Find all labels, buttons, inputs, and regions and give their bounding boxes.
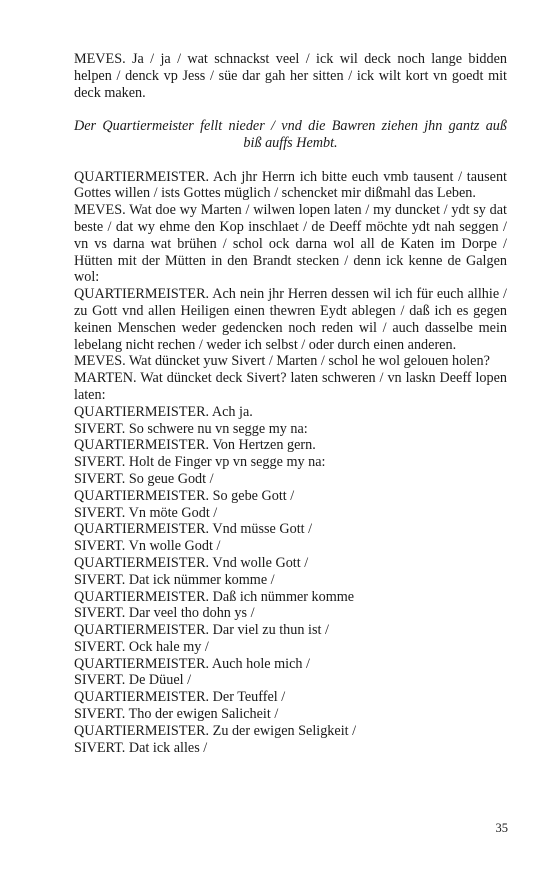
dialogue-paragraph: QUARTIERMEISTER. Ach nein jhr Herren dessen wil ich für euch allhie / zu Gott vnd allen Heiligen einen thewren Eydt ablegen / daß ich es gegen keinen Menschen weder gedencken noch reden wil / auch dasselbe mein lebelang nicht rechen / weder ich selbst / oder durch einen anderen. [74, 286, 507, 353]
dialogue-paragraph: QUARTIERMEISTER. Der Teuffel / [74, 689, 286, 706]
stage-direction-line: Der Quartiermeister fellt nieder / vnd die Bawren ziehen jhn gantz auß [74, 118, 507, 135]
dialogue-paragraph: SIVERT. Dat ick alles / [74, 739, 208, 756]
dialogue-paragraph: QUARTIERMEISTER. Dar viel zu thun ist / [74, 622, 329, 639]
dialogue-paragraph: SIVERT. So geue Godt / [74, 470, 214, 487]
dialogue-paragraph: SIVERT. Dat ick nümmer komme / [74, 571, 275, 588]
dialogue-paragraph: QUARTIERMEISTER. Ach ja. [74, 403, 253, 420]
dialogue-paragraph: SIVERT. De Düuel / [74, 672, 192, 689]
dialogue-paragraph: QUARTIERMEISTER. Zu der ewigen Seligkeit / [74, 722, 357, 739]
page-number: 35 [495, 821, 508, 835]
dialogue-paragraph: QUARTIERMEISTER. Ach jhr Herrn ich bitte euch vmb tausent / tausent Gottes willen / ists Gottes müglich / schencket mir dißmahl das Leben. [74, 168, 507, 202]
dialogue-paragraph: QUARTIERMEISTER. Auch hole mich / [74, 655, 310, 672]
dialogue-paragraph: QUARTIERMEISTER. Daß ich nümmer komme [74, 588, 355, 605]
dialogue-paragraph: MEVES. Wat düncket yuw Sivert / Marten / schol he wol gelouen holen? [74, 353, 490, 370]
dialogue-paragraph: SIVERT. Dar veel tho dohn ys / [74, 605, 255, 622]
dialogue-paragraph: SIVERT. So schwere nu vn segge my na: [74, 420, 308, 437]
dialogue-paragraph: SIVERT. Vn wolle Godt / [74, 538, 221, 555]
dialogue-paragraph: SIVERT. Vn möte Godt / [74, 504, 218, 521]
dialogue-paragraph: QUARTIERMEISTER. Von Hertzen gern. [74, 437, 316, 454]
dialogue-paragraph: SIVERT. Tho der ewigen Salicheit / [74, 706, 279, 723]
dialogue-paragraph: QUARTIERMEISTER. Vnd wolle Gott / [74, 554, 309, 571]
dialogue-paragraph: SIVERT. Holt de Finger vp vn segge my na: [74, 454, 326, 471]
dialogue-paragraph: MEVES. Wat doe wy Marten / wilwen lopen laten / my duncket / ydt sy dat beste / dat wy ehme den Kop inschlaet / de Deeff möchte ydt nah seggen / vn vs darna wat brühen / schol ock darna wol all de Katen im Dorpe / Hütten mit der Mütten in den Brandt stecken / denn ick kenne de Galgen wol: [74, 202, 507, 286]
dialogue-paragraph: SIVERT. Ock hale my / [74, 638, 209, 655]
dialogue-paragraph: QUARTIERMEISTER. Vnd müsse Gott / [74, 521, 313, 538]
dialogue-paragraph: QUARTIERMEISTER. So gebe Gott / [74, 487, 295, 504]
stage-direction [74, 118, 507, 152]
document-page-body [74, 51, 507, 756]
dialogue-paragraph: MEVES. Ja / ja / wat schnackst veel / ick wil deck noch lange bidden helpen / denck vp Jess / süe dar gah her sitten / ick wilt kort vn goedt mit deck maken. [74, 51, 507, 101]
stage-direction-line: biß auffs Hembt. [243, 134, 338, 151]
dialogue-paragraph: MARTEN. Wat düncket deck Sivert? laten schweren / vn laskn Deeff lopen laten: [74, 370, 507, 403]
